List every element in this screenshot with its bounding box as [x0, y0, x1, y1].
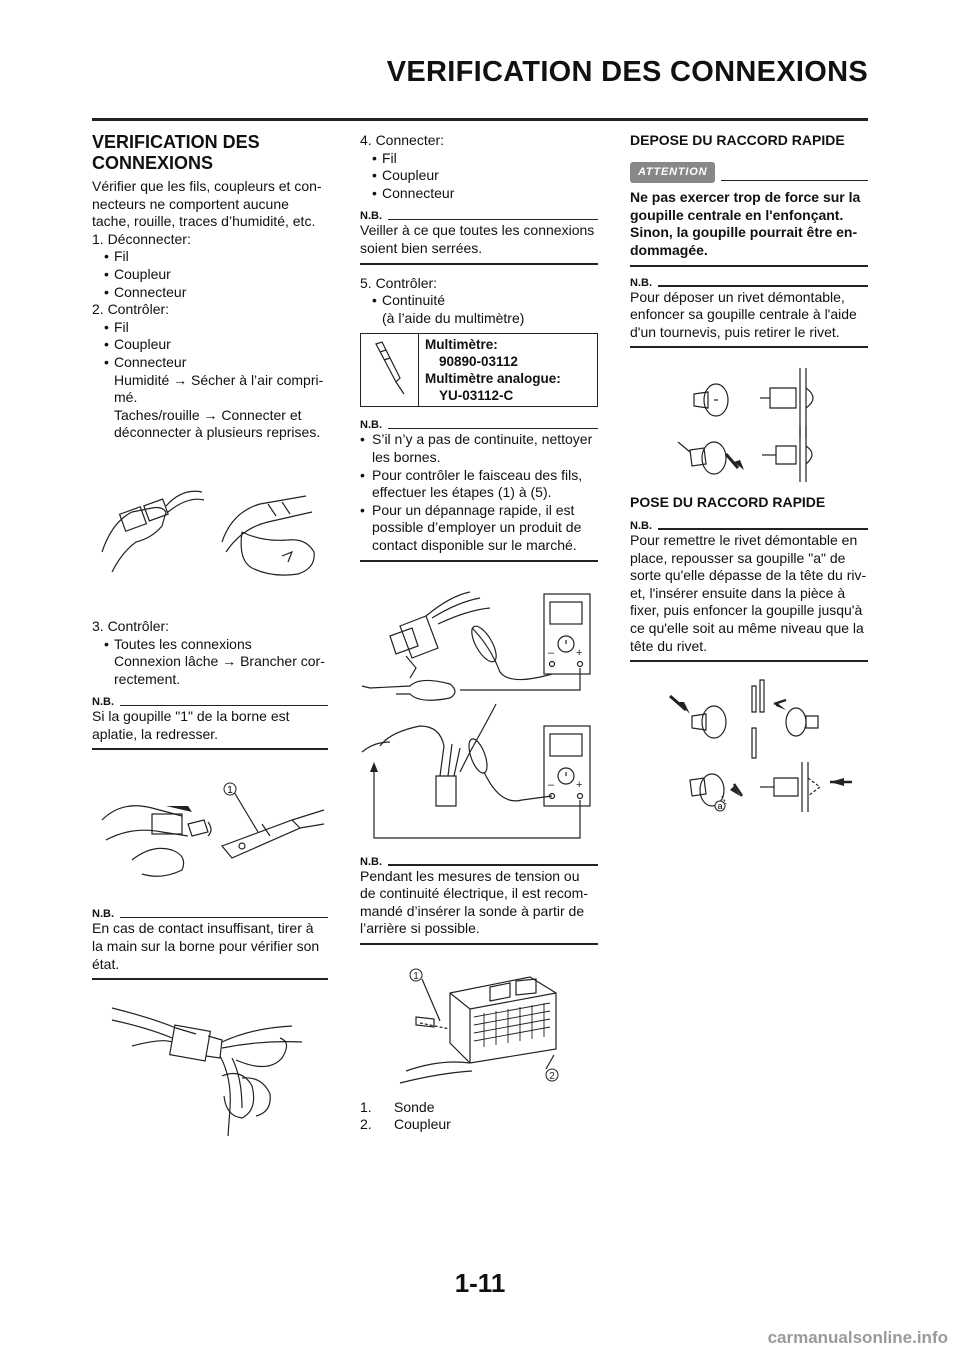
- column-middle: [360, 132, 598, 1134]
- figure-pull-terminal: [92, 998, 328, 1138]
- tool-name: Multimètre:: [425, 337, 498, 353]
- note-header: [92, 908, 328, 920]
- divider: [120, 917, 328, 919]
- page-title: VERIFICATION DES CONNEXIONS: [386, 56, 868, 88]
- divider: [658, 528, 868, 530]
- note-label: N.B.: [630, 519, 652, 532]
- divider: [92, 748, 328, 750]
- divider: [721, 180, 868, 182]
- list-item-detail: Connexion lâche → Brancher cor-rectement.: [114, 653, 325, 687]
- svg-text:–: –: [548, 646, 555, 659]
- figure-probe-coupler: [360, 963, 598, 1093]
- figure-terminal-pin: [92, 780, 328, 890]
- legend-text: Coupleur: [394, 1116, 451, 1133]
- divider: [388, 428, 598, 430]
- note-label: N.B.: [360, 419, 382, 432]
- note-header: [360, 419, 598, 431]
- list-item: • Continuité: [360, 292, 598, 310]
- callout-a: a: [717, 801, 723, 812]
- list-item-detail: Humidité → Sécher à l’air compri-mé.: [114, 371, 324, 406]
- list-item: • Coupleur: [92, 266, 328, 284]
- list-item: • Fil: [92, 248, 328, 266]
- list-item: • Fil: [92, 319, 328, 337]
- list-item: • Fil: [360, 150, 598, 168]
- list-item: • Toutes les connexions: [92, 636, 328, 654]
- note-header: [92, 696, 328, 708]
- callout-1: 1: [413, 970, 419, 982]
- svg-text:–: –: [548, 778, 555, 791]
- callout-1: 1: [227, 785, 233, 797]
- figure-continuity-test: [360, 576, 598, 850]
- note-text: Pour remettre le rivet démontable en place, repousser sa goupille "a" de sorte qu'elle dépasse de la tête du riv-et, l'insérer ensuite dans la pièce à fixer, puis enfoncer la goupille jusqu'à ce qu'elle soit au même niveau que la tête du rivet.: [630, 531, 867, 654]
- note-text: Veiller à ce que toutes les connexions soient bien serrées.: [360, 222, 595, 256]
- legend-number: 1.: [360, 1098, 372, 1115]
- figure-disconnect-hands: [92, 482, 328, 582]
- note-label: N.B.: [360, 855, 382, 868]
- tool-number: YU-03112-C: [439, 388, 514, 404]
- legend-text: Sonde: [394, 1098, 435, 1115]
- note-list-item: • Pour un dépannage rapide, il est possible d’employer un produit de contact disponible sur le marché.: [360, 502, 598, 555]
- step-1: 1. Déconnecter:: [92, 230, 191, 247]
- legend-item: [360, 1099, 598, 1117]
- step-5: 5. Contrôler:: [360, 274, 438, 291]
- footer-watermark: carmanualsonline.info: [767, 1328, 948, 1347]
- svg-text:+: +: [576, 778, 583, 791]
- callout-2: 2: [549, 1070, 555, 1082]
- list-item: • Coupleur: [92, 336, 328, 354]
- list-item: • Connecteur: [360, 185, 598, 203]
- note-text: En cas de contact insuffisant, tirer à la main sur la borne pour vérifier son état.: [92, 920, 320, 972]
- divider: [630, 346, 868, 348]
- svg-text:+: +: [576, 646, 583, 659]
- section-heading: POSE DU RACCORD RAPIDE: [630, 494, 826, 511]
- column-left: [92, 132, 328, 1144]
- figure-rivet-installation: [630, 672, 868, 812]
- step-4: 4. Connecter:: [360, 132, 445, 148]
- tool-spec: [419, 334, 567, 406]
- note-label: N.B.: [92, 908, 114, 921]
- divider: [630, 265, 868, 267]
- note-header: [630, 520, 868, 532]
- note-label: N.B.: [360, 210, 382, 223]
- divider: [658, 285, 868, 287]
- note-text: Pendant les mesures de tension ou de continuité électrique, il est recom-mandé d’insérer la sonde à partir de l’arrière si possible.: [360, 867, 588, 937]
- special-tool-box: [360, 333, 598, 407]
- note-label: N.B.: [630, 276, 652, 289]
- title-rule: [92, 118, 868, 121]
- legend-item: [360, 1116, 598, 1134]
- divider: [92, 978, 328, 980]
- divider: [388, 864, 598, 866]
- step-3: 3. Contrôler:: [92, 617, 170, 634]
- section-heading: VERIFICATION DES CONNEXIONS: [92, 132, 260, 173]
- note-header: [360, 856, 598, 868]
- legend-number: 2.: [360, 1116, 372, 1133]
- note-header: [630, 277, 868, 289]
- divider: [360, 943, 598, 945]
- divider: [630, 660, 868, 662]
- page-number: 1-11: [454, 1268, 506, 1298]
- tool-number: 90890-03112: [439, 354, 518, 370]
- note-header: [360, 210, 598, 222]
- caution-header: [630, 162, 868, 184]
- tool-name: Multimètre analogue:: [425, 371, 561, 387]
- note-list-item: • S’il n’y a pas de continuite, nettoyer les bornes.: [360, 431, 598, 466]
- step-2: 2. Contrôler:: [92, 301, 170, 318]
- figure-rivet-removal: [630, 358, 868, 482]
- caution-badge: ATTENTION: [630, 162, 715, 184]
- note-list-item: • Pour contrôler le faisceau des fils, effectuer les étapes (1) à (5).: [360, 467, 598, 502]
- note-label: N.B.: [92, 696, 114, 709]
- divider: [360, 263, 598, 265]
- column-right: [630, 132, 868, 818]
- figure-legend: [360, 1099, 598, 1134]
- divider: [360, 560, 598, 562]
- section-heading: DEPOSE DU RACCORD RAPIDE: [630, 132, 845, 148]
- divider: [120, 705, 328, 707]
- list-item: • Connecteur: [92, 284, 328, 302]
- list-item: • Coupleur: [360, 167, 598, 185]
- list-item-detail: Taches/rouille → Connecter et déconnecter à plusieurs reprises.: [114, 406, 321, 441]
- note-text: Pour déposer un rivet démontable, enfoncer sa goupille centrale à l'aide d'un tournevis, puis retirer le rivet.: [630, 288, 857, 340]
- list-item: • Connecteur: [92, 354, 328, 372]
- divider: [388, 219, 598, 221]
- multimeter-probe-icon: [361, 334, 419, 406]
- list-item-detail: (à l’aide du multimètre): [382, 309, 525, 326]
- intro-text: Vérifier que les fils, coupleurs et con-necteurs ne comportent aucune tache, rouille, traces d’humidité, etc.: [92, 178, 322, 230]
- caution-text: Ne pas exercer trop de force sur la goupille centrale en l'enfonçant. Sinon, la goupille pourrait être en-dommagée.: [630, 189, 861, 258]
- note-text: Si la goupille "1" de la borne est aplatie, la redresser.: [92, 708, 290, 742]
